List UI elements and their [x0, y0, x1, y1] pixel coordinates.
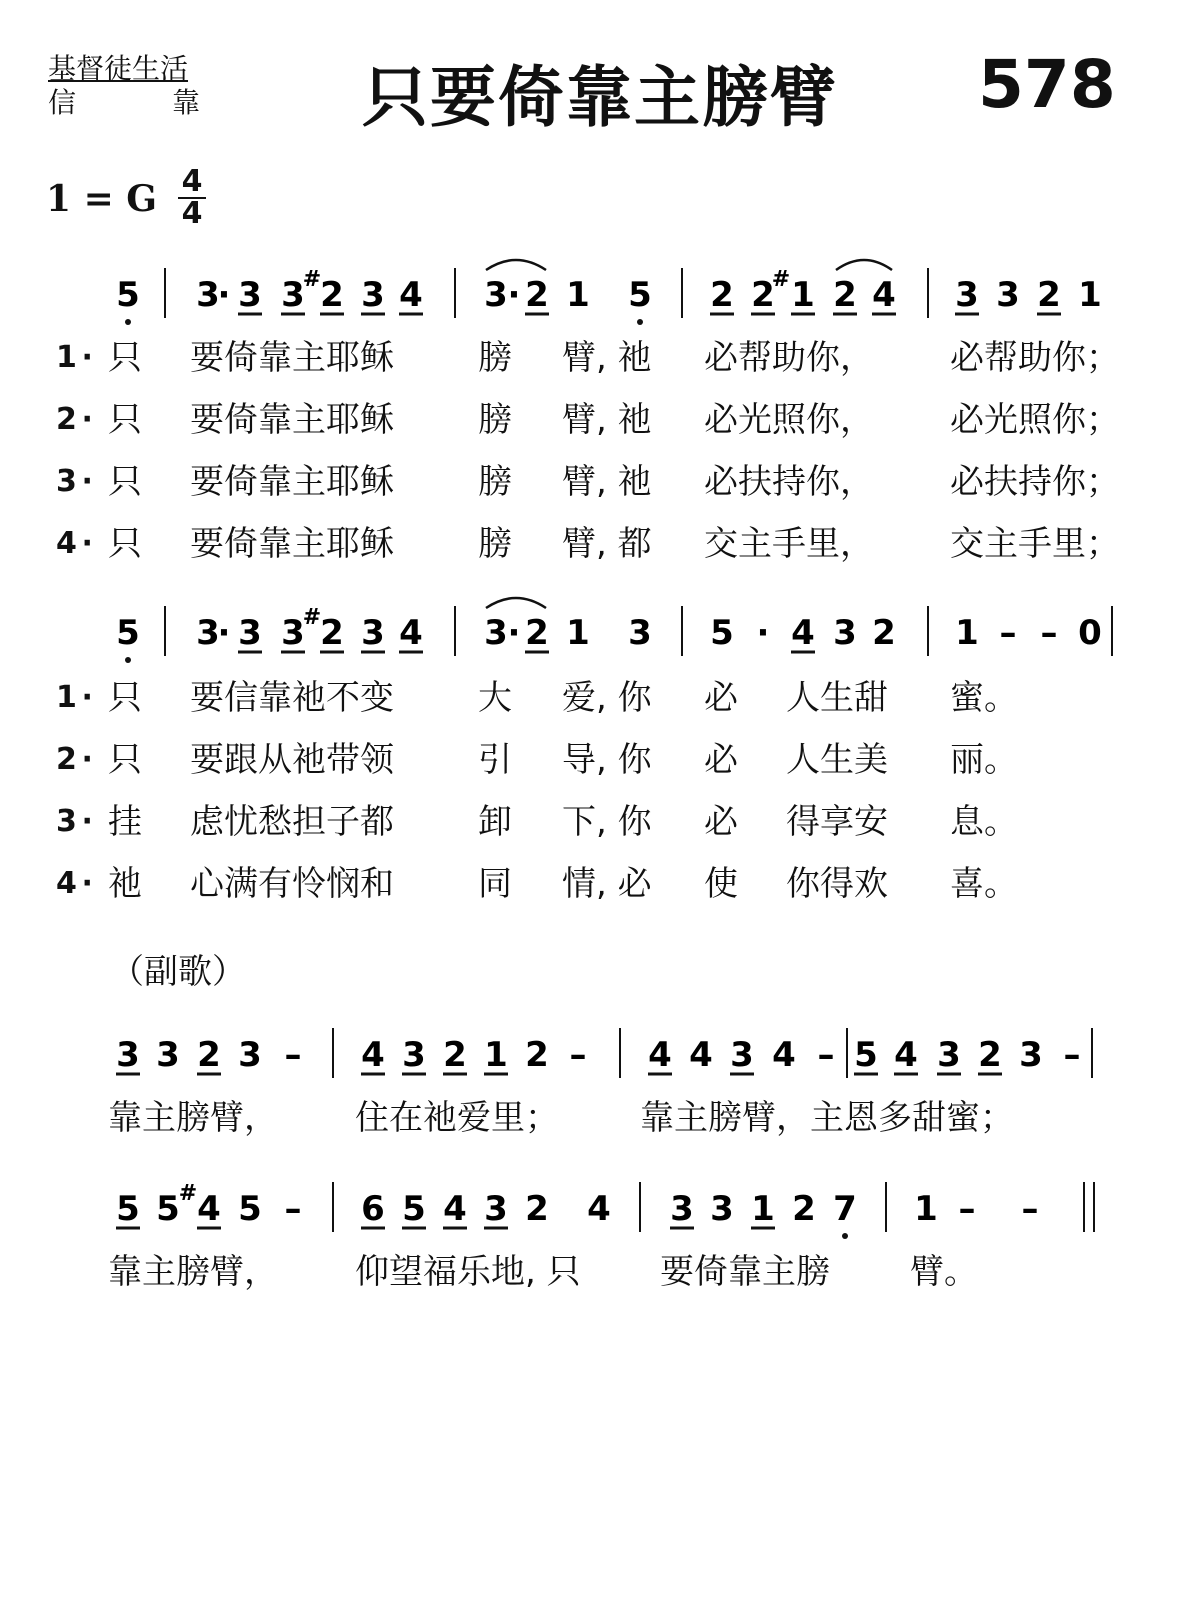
key-signature: 1 = G	[46, 178, 158, 220]
note: 3	[1019, 1035, 1043, 1075]
note: 3	[238, 275, 262, 315]
verse-lyric-line	[0, 676, 1200, 720]
note: 3	[281, 613, 305, 653]
lyric-segment: 必帮助你；	[950, 338, 1120, 378]
music-staff-4	[0, 1176, 1200, 1236]
lyric-segment: 只	[108, 338, 142, 378]
notation-line-4	[0, 1176, 1200, 1246]
lyric-segment: 心满有怜悯和	[190, 864, 394, 904]
note: 3	[361, 613, 385, 653]
octave-dot-low	[842, 1233, 848, 1239]
lyric-segment: 臂。	[910, 1252, 978, 1292]
lyric-segment: 交主手里；	[950, 524, 1120, 564]
lyric-segment: 引	[478, 740, 512, 780]
note: 3	[833, 613, 857, 653]
slur	[486, 260, 546, 270]
lyric-segment: 膀	[478, 338, 512, 378]
lyric-segment: 人生美	[786, 740, 888, 780]
lyric-segment: 祂	[108, 864, 142, 904]
verse-lyric-line	[0, 336, 1200, 380]
note: 2	[197, 1035, 221, 1075]
note: 5	[238, 1189, 262, 1229]
dot-extension: ·	[507, 613, 521, 653]
lyric-segment: 必	[704, 678, 738, 718]
note: 4	[443, 1189, 467, 1229]
lyric-segment: 必扶持你；	[950, 462, 1120, 502]
lyric-segment: 丽。	[950, 740, 1018, 780]
lyric-segment: 臂, 祂	[562, 400, 652, 440]
chorus-label: （副歌）	[110, 952, 246, 992]
note: 1	[566, 275, 590, 315]
verse-lyric-line	[0, 862, 1200, 906]
dash-extension: –	[1040, 613, 1058, 653]
notation-line-2	[0, 600, 1200, 670]
lyric-segment: 要倚靠主耶稣	[190, 524, 394, 564]
dot-extension: ·	[507, 275, 521, 315]
note: 5	[402, 1189, 426, 1229]
lyric-segment: 膀	[478, 524, 512, 564]
time-signature	[178, 164, 206, 231]
note: 2	[710, 275, 734, 315]
note: 5	[116, 275, 140, 315]
lyric-segment: 导, 你	[562, 740, 652, 780]
category-label: 基督徒生活	[48, 52, 189, 85]
dash-extension: –	[284, 1035, 302, 1075]
note: 4	[361, 1035, 385, 1075]
note: 3	[238, 613, 262, 653]
note: 2	[525, 275, 549, 315]
note: 3	[484, 275, 508, 315]
note: 2	[525, 613, 549, 653]
note: 3	[670, 1189, 694, 1229]
note: 2	[792, 1189, 816, 1229]
dash-extension: –	[1021, 1189, 1039, 1229]
dash-extension: –	[284, 1189, 302, 1229]
octave-dot-low	[125, 657, 131, 663]
subcategory-label	[48, 86, 201, 119]
note: 2	[1037, 275, 1061, 315]
note: 3	[955, 275, 979, 315]
dot-extension: ·	[756, 613, 770, 653]
verse-number: 3 ·	[56, 800, 77, 844]
note: 1	[566, 613, 590, 653]
time-sig-top: 4	[181, 164, 203, 199]
note: 5	[116, 613, 140, 653]
subcategory-char-2: 靠	[172, 86, 201, 119]
lyric-segment: 人生甜	[786, 678, 888, 718]
verse-number: 1 ·	[56, 676, 77, 720]
note: 5	[116, 1189, 140, 1229]
verse-lyric-line	[0, 398, 1200, 442]
note: 3	[116, 1035, 140, 1075]
note: 1	[751, 1189, 775, 1229]
lyric-segment: 虑忧愁担子都	[190, 802, 394, 842]
verse-number: 4 ·	[56, 862, 77, 906]
note: 4	[399, 613, 423, 653]
lyric-segment: 臂, 祂	[562, 338, 652, 378]
note: 2	[320, 613, 344, 653]
verse-number: 3 ·	[56, 460, 77, 504]
note: 2	[978, 1035, 1002, 1075]
lyric-segment: 交主手里，	[704, 524, 874, 564]
notation-line-1	[0, 262, 1200, 332]
octave-dot-low	[125, 319, 131, 325]
chorus-lyrics-line-1	[0, 1096, 1200, 1140]
lyric-segment: 靠主膀臂，主恩多甜蜜；	[640, 1098, 1014, 1138]
note: 3	[628, 613, 652, 653]
note: 4	[648, 1035, 672, 1075]
dash-extension: –	[1063, 1035, 1081, 1075]
note: 2	[751, 275, 775, 315]
note: 6	[361, 1189, 385, 1229]
lyric-segment: 喜。	[950, 864, 1018, 904]
lyric-segment: 蜜。	[950, 678, 1018, 718]
sharp-sign: #	[178, 1181, 198, 1206]
note: 4	[197, 1189, 221, 1229]
lyric-segment: 得享安	[786, 802, 888, 842]
verse-lyric-line	[0, 460, 1200, 504]
lyric-segment: 要信靠祂不变	[190, 678, 394, 718]
lyric-segment: 大	[478, 678, 512, 718]
note: 2	[525, 1035, 549, 1075]
note: 4	[872, 275, 896, 315]
lyric-segment: 情, 必	[562, 864, 652, 904]
note: 4	[772, 1035, 796, 1075]
lyric-segment: 膀	[478, 462, 512, 502]
lyric-segment: 你得欢	[786, 864, 888, 904]
note: 3	[361, 275, 385, 315]
dot-extension: ·	[217, 613, 231, 653]
note: 3	[730, 1035, 754, 1075]
note: 7	[833, 1189, 857, 1229]
note: 1	[484, 1035, 508, 1075]
lyric-segment: 要倚靠主膀	[660, 1252, 830, 1292]
lyric-segment: 必	[704, 802, 738, 842]
note: 5	[628, 275, 652, 315]
dash-extension: –	[958, 1189, 976, 1229]
verse-number: 1 ·	[56, 336, 77, 380]
chorus-lyrics-line-2	[0, 1250, 1200, 1294]
note: 5	[710, 613, 734, 653]
lyric-segment: 只	[108, 678, 142, 718]
lyric-segment: 息。	[950, 802, 1018, 842]
note: 0	[1078, 613, 1102, 653]
slur	[836, 260, 892, 270]
note: 4	[399, 275, 423, 315]
note: 3	[710, 1189, 734, 1229]
note: 3	[196, 613, 220, 653]
music-staff-2	[0, 600, 1200, 660]
sharp-sign: #	[771, 267, 791, 292]
lyric-segment: 要倚靠主耶稣	[190, 338, 394, 378]
note: 2	[320, 275, 344, 315]
lyric-segment: 同	[478, 864, 512, 904]
music-staff-1	[0, 262, 1200, 322]
note: 3	[484, 613, 508, 653]
lyric-segment: 使	[704, 864, 738, 904]
note: 2	[833, 275, 857, 315]
note: 1	[791, 275, 815, 315]
verse-lyric-line	[0, 738, 1200, 782]
hymn-number: 578	[978, 46, 1116, 123]
lyric-segment: 必帮助你，	[704, 338, 874, 378]
dash-extension: –	[999, 613, 1017, 653]
lyric-segment: 要倚靠主耶稣	[190, 400, 394, 440]
note: 4	[894, 1035, 918, 1075]
lyric-segment: 爱, 你	[562, 678, 652, 718]
music-staff-3	[0, 1022, 1200, 1082]
note: 3	[196, 275, 220, 315]
verse-lyric-line	[0, 522, 1200, 566]
lyric-segment: 臂, 都	[562, 524, 652, 564]
note: 2	[872, 613, 896, 653]
note: 3	[484, 1189, 508, 1229]
lyric-segment: 住在祂爱里；	[355, 1098, 559, 1138]
lyric-segment: 必光照你，	[704, 400, 874, 440]
note: 3	[238, 1035, 262, 1075]
sharp-sign: #	[302, 267, 322, 292]
lyric-segment: 只	[108, 524, 142, 564]
lyric-segment: 要倚靠主耶稣	[190, 462, 394, 502]
note: 2	[443, 1035, 467, 1075]
note: 3	[402, 1035, 426, 1075]
notation-line-3	[0, 1022, 1200, 1092]
note: 3	[281, 275, 305, 315]
note: 3	[156, 1035, 180, 1075]
note: 4	[689, 1035, 713, 1075]
note: 3	[937, 1035, 961, 1075]
lyric-segment: 必	[704, 740, 738, 780]
note: 1	[1078, 275, 1102, 315]
lyric-segment: 只	[108, 740, 142, 780]
note: 3	[996, 275, 1020, 315]
lyric-segment: 膀	[478, 400, 512, 440]
lyric-segment: 必光照你；	[950, 400, 1120, 440]
lyric-segment: 必扶持你，	[704, 462, 874, 502]
lyric-segment: 靠主膀臂，	[108, 1252, 278, 1292]
verse-lyric-line	[0, 800, 1200, 844]
lyric-segment: 仰望福乐地, 只	[355, 1252, 581, 1292]
subcategory-char-1: 信	[48, 86, 77, 119]
time-sig-bottom: 4	[181, 196, 203, 231]
note: 4	[587, 1189, 611, 1229]
lyric-segment: 下, 你	[562, 802, 652, 842]
dot-extension: ·	[217, 275, 231, 315]
lyric-segment: 挂	[108, 802, 142, 842]
verse-number: 2 ·	[56, 398, 77, 442]
lyric-segment: 卸	[478, 802, 512, 842]
lyric-segment: 靠主膀臂，	[108, 1098, 278, 1138]
octave-dot-low	[637, 319, 643, 325]
note: 2	[525, 1189, 549, 1229]
sharp-sign: #	[302, 605, 322, 630]
note: 5	[156, 1189, 180, 1229]
note: 1	[914, 1189, 938, 1229]
dash-extension: –	[817, 1035, 835, 1075]
note: 4	[791, 613, 815, 653]
slur	[486, 598, 546, 608]
note: 5	[854, 1035, 878, 1075]
verse-number: 2 ·	[56, 738, 77, 782]
lyric-segment: 要跟从祂带领	[190, 740, 394, 780]
verse-number: 4 ·	[56, 522, 77, 566]
lyric-segment: 只	[108, 400, 142, 440]
lyric-segment: 臂, 祂	[562, 462, 652, 502]
dash-extension: –	[569, 1035, 587, 1075]
lyric-segment: 只	[108, 462, 142, 502]
note: 1	[955, 613, 979, 653]
hymn-title: 只要倚靠主膀臂	[362, 59, 838, 136]
